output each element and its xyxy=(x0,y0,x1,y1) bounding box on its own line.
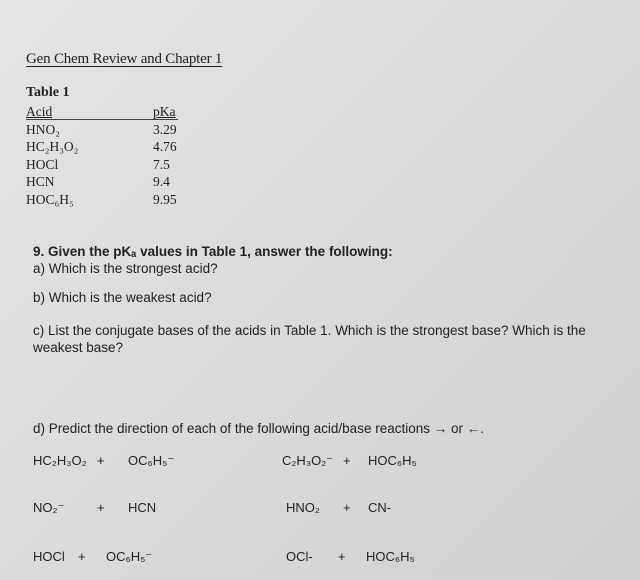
pka-cell: 3.29 xyxy=(153,121,177,137)
reaction-2-product-1: HNO₂ xyxy=(286,500,320,515)
reaction-3-product-2: HOC₆H₅ xyxy=(366,549,415,564)
reaction-1-plus: + xyxy=(97,453,105,468)
acid-cell: HC₂H₃O₂ xyxy=(26,139,79,154)
reaction-3-plus-2: + xyxy=(338,549,346,564)
reaction-1-plus-2: + xyxy=(343,453,351,468)
page-title: Gen Chem Review and Chapter 1 xyxy=(26,51,223,67)
pka-column xyxy=(150,103,177,208)
question-c-line2: weakest base? xyxy=(33,340,124,355)
question-a: a) Which is the strongest acid? xyxy=(33,261,218,276)
reaction-2-reactant-1: NO₂⁻ xyxy=(33,500,65,515)
reaction-1-product-1: C₂H₃O₂⁻ xyxy=(282,453,334,468)
pka-cell: 9.4 xyxy=(153,174,170,189)
question-c-line1: c) List the conjugate bases of the acids in Table 1. Which is the strongest base? Which is the xyxy=(33,323,586,338)
pka-column-header: pKa xyxy=(153,104,176,119)
reaction-1-product-2: HOC₆H₅ xyxy=(368,453,417,468)
reaction-2-plus: + xyxy=(97,500,105,515)
reaction-3-reactant-1: HOCl xyxy=(33,549,65,564)
question-d: d) Predict the direction of each of the following acid/base reactions → or ←. xyxy=(33,421,484,436)
acid-column-header: Acid xyxy=(26,104,53,119)
reaction-1-reactant-1: HC₂H₃O₂ xyxy=(33,453,87,468)
reaction-3-plus: + xyxy=(78,549,86,564)
table-caption: Table 1 xyxy=(26,85,70,100)
acid-cell: HOC₆H₅ xyxy=(26,191,74,207)
pka-cell: 9.95 xyxy=(153,191,177,207)
reaction-3-reactant-2: OC₆H₅⁻ xyxy=(106,549,153,564)
question-9-prompt xyxy=(33,243,393,277)
pka-cell: 7.5 xyxy=(153,156,170,172)
reaction-3-product-1: OCl- xyxy=(286,549,313,564)
reaction-2-reactant-2: HCN xyxy=(128,500,157,515)
acid-cell: HOCl xyxy=(26,156,59,172)
question-c xyxy=(33,322,586,356)
acid-cell: HCN xyxy=(26,174,55,189)
acid-column xyxy=(26,103,78,208)
reaction-2-product-2: CN- xyxy=(368,500,392,515)
reaction-1-reactant-2: OC₆H₅⁻ xyxy=(128,453,175,468)
question-b: b) Which is the weakest acid? xyxy=(33,290,212,305)
acid-cell: HNO₂ xyxy=(26,121,60,137)
question-9-text: 9. Given the pKₐ values in Table 1, answer the following: xyxy=(33,244,393,259)
pka-cell: 4.76 xyxy=(153,139,177,154)
reaction-2-plus-2: + xyxy=(343,500,351,515)
